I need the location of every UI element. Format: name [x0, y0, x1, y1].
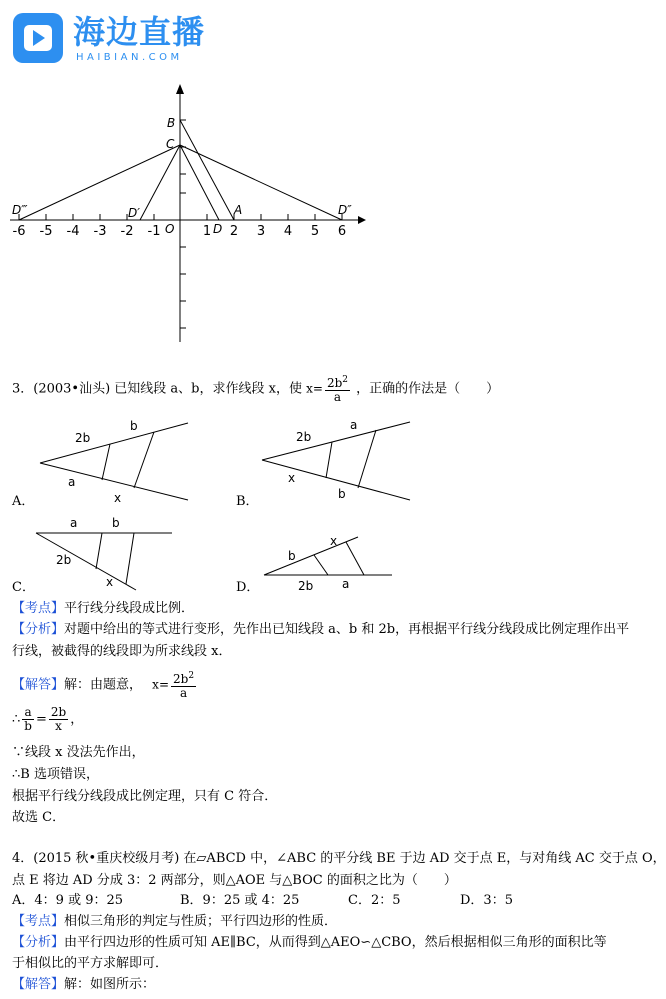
svg-text:x: x	[330, 534, 338, 548]
x-tick-label: -3	[93, 224, 107, 239]
q4-option-d: D．3：5	[460, 893, 513, 908]
q4-option-a: A．4：9 或 9：25	[12, 893, 124, 908]
q3-kaodian: 【考点】平行线分线段成比例．	[12, 601, 195, 616]
q4-option-b: B．9：25 或 4：25	[180, 893, 300, 908]
site-logo	[13, 13, 233, 65]
svg-text:2b: 2b	[56, 553, 72, 567]
q4-jieda: 【解答】解：如图所示：	[12, 977, 156, 992]
option-c-diagram	[30, 516, 180, 592]
point-label-d2: D″	[338, 203, 352, 217]
x-tick-label: -2	[120, 224, 134, 239]
q3-step1: ∴ $\frac{a}{b}$ = $\frac{2b}{x}$ ，	[12, 705, 84, 733]
svg-text:a: a	[350, 418, 358, 432]
q3-jieda: 【解答】解：由题意， x= $\frac{2b^2}{a}$	[12, 671, 195, 700]
q4-stem-line1: 4．(2015 秋•重庆校级月考) 在▱ABCD 中，∠ABC 的平分线 BE 于边 AD 交于点 E，与对角线 AC 交于点 O，	[12, 851, 666, 866]
coordinate-figure	[0, 80, 666, 350]
q3-fenxi-line2: 行线，被截得的线段即为所求线段 x．	[12, 644, 232, 659]
x-tick-label: -1	[147, 224, 161, 239]
svg-text:2b: 2b	[75, 431, 91, 445]
q3-stem	[12, 374, 499, 404]
logo-domain: HAIBIAN.COM	[76, 52, 183, 63]
q4-fenxi-line2: 于相似比的平方求解即可．	[12, 956, 169, 971]
option-c-letter: C．	[12, 580, 35, 595]
point-label-d1: D′	[128, 206, 140, 220]
logo-title: 海边直播	[73, 13, 206, 51]
option-a-letter: A．	[12, 494, 35, 509]
option-b-letter: B．	[236, 494, 259, 509]
svg-text:2b: 2b	[296, 430, 312, 444]
point-label-a: A	[234, 203, 243, 217]
svg-text:a: a	[68, 475, 76, 489]
q4-option-c: C．2：5	[348, 893, 401, 908]
point-label-c: C	[166, 137, 175, 151]
play-icon	[13, 13, 63, 63]
x-tick-label: 1	[202, 224, 212, 239]
option-b-diagram	[252, 418, 422, 510]
svg-text:a: a	[70, 516, 78, 530]
point-label-d: D	[213, 222, 223, 236]
x-tick-label: 6	[337, 224, 347, 239]
svg-text:x: x	[114, 491, 122, 505]
x-tick-label: 5	[310, 224, 320, 239]
option-d-diagram	[258, 530, 398, 596]
q3-fenxi-line1: 【分析】对题中给出的等式进行变形，先作出已知线段 a、b 和 2b，再根据平行线分线段成比例定理作出平	[12, 622, 630, 637]
q4-kaodian: 【考点】相似三角形的判定与性质；平行四边形的性质．	[12, 914, 338, 929]
svg-text:b: b	[338, 487, 346, 501]
point-label-b: B	[167, 116, 176, 130]
q3-tail: ，正确的作法是（ ）	[356, 381, 500, 397]
q3-header: 3．(2003•汕头) 已知线段 a、b，求作线段 x，使	[12, 381, 302, 397]
x-tick-label: -6	[12, 224, 26, 239]
svg-text:2b: 2b	[298, 579, 314, 593]
q3-step5: 故选 C．	[12, 810, 66, 825]
q3-formula: x= $\frac{2b^2}{a}$	[306, 375, 348, 404]
point-label-d3: D‴	[12, 203, 28, 217]
svg-text:b: b	[112, 516, 120, 530]
q3-step2: ∵线段 x 没法先作出，	[12, 745, 145, 760]
x-tick-label: 3	[256, 224, 266, 239]
svg-text:x: x	[288, 471, 296, 485]
svg-text:a: a	[342, 577, 350, 591]
svg-text:x: x	[106, 575, 114, 589]
x-tick-label: 4	[283, 224, 293, 239]
x-tick-label: -5	[39, 224, 53, 239]
q3-step3: ∴B 选项错误，	[12, 767, 99, 782]
svg-text:b: b	[288, 549, 296, 563]
svg-text:b: b	[130, 419, 138, 433]
option-d-letter: D．	[236, 580, 260, 595]
x-tick-label: -4	[66, 224, 80, 239]
q4-fenxi-line1: 【分析】由平行四边形的性质可知 AE∥BC，从而得到△AEO∽△CBO，然后根据相似三角形的面积比等	[12, 935, 607, 950]
q4-stem-line2: 点 E 将边 AD 分成 3：2 两部分，则△AOE 与△BOC 的面积之比为（ ）	[12, 873, 457, 888]
point-label-origin: O	[165, 222, 175, 236]
option-a-diagram	[30, 418, 200, 510]
x-tick-label: 2	[229, 224, 239, 239]
q3-step4: 根据平行线分线段成比例定理，只有 C 符合．	[12, 789, 278, 804]
